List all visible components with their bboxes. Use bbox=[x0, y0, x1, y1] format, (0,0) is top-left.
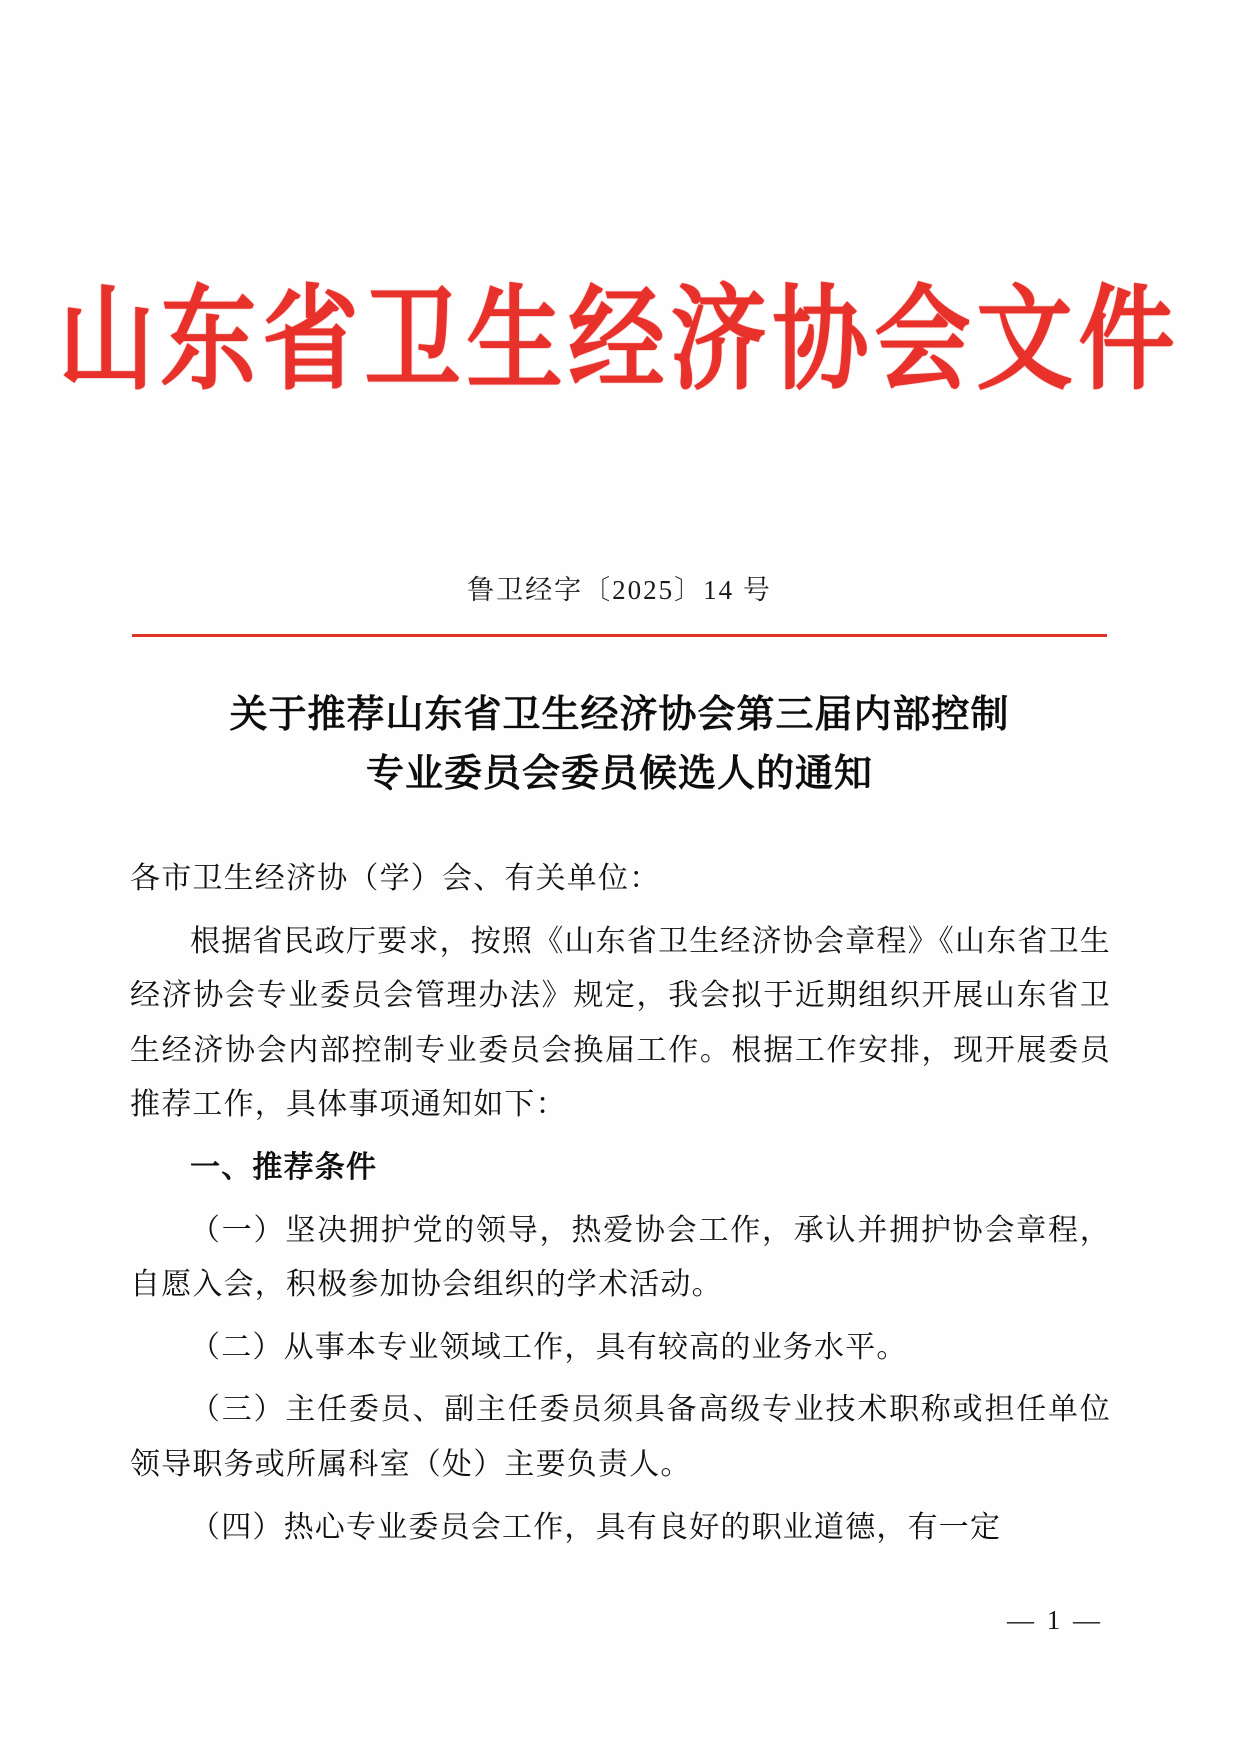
document-body bbox=[130, 852, 1111, 1563]
red-separator-rule bbox=[132, 634, 1107, 637]
masthead bbox=[0, 276, 1239, 404]
body-paragraph: 根据省民政厅要求，按照《山东省卫生经济协会章程》《山东省卫生经济协会专业委员会管理办法》规定，我会拟于近期组织开展山东省卫生经济协会内部控制专业委员会换届工作。根据工作安排，现开展委员推荐工作，具体事项通知如下： bbox=[130, 924, 1111, 1122]
page-number: — 1 — bbox=[1007, 1605, 1103, 1635]
masthead-title: 山东省卫生经济协会文件 bbox=[58, 276, 1181, 404]
body-paragraph: （二）从事本专业领域工作，具有较高的业务水平。 bbox=[190, 1330, 908, 1364]
document-number: 鲁卫经字〔2025〕14 号 bbox=[467, 575, 772, 605]
body-section-heading: 一、推荐条件 bbox=[190, 1150, 378, 1184]
body-paragraph: （三）主任委员、副主任委员须具备高级专业技术职称或担任单位领导职务或所属科室（处）主要负责人。 bbox=[130, 1393, 1111, 1481]
page-title bbox=[150, 686, 1089, 804]
page-title-line-2: 专业委员会委员候选人的通知 bbox=[365, 752, 873, 795]
body-paragraph: （四）热心专业委员会工作，具有良好的职业道德，有一定 bbox=[190, 1510, 1002, 1544]
body-paragraph: 各市卫生经济协（学）会、有关单位： bbox=[130, 862, 661, 895]
body-paragraph: （一）坚决拥护党的领导，热爱协会工作，承认并拥护协会章程，自愿入会，积极参加协会组织的学术活动。 bbox=[130, 1213, 1111, 1302]
page-title-line-1: 关于推荐山东省卫生经济协会第三届内部控制 bbox=[229, 694, 1010, 736]
